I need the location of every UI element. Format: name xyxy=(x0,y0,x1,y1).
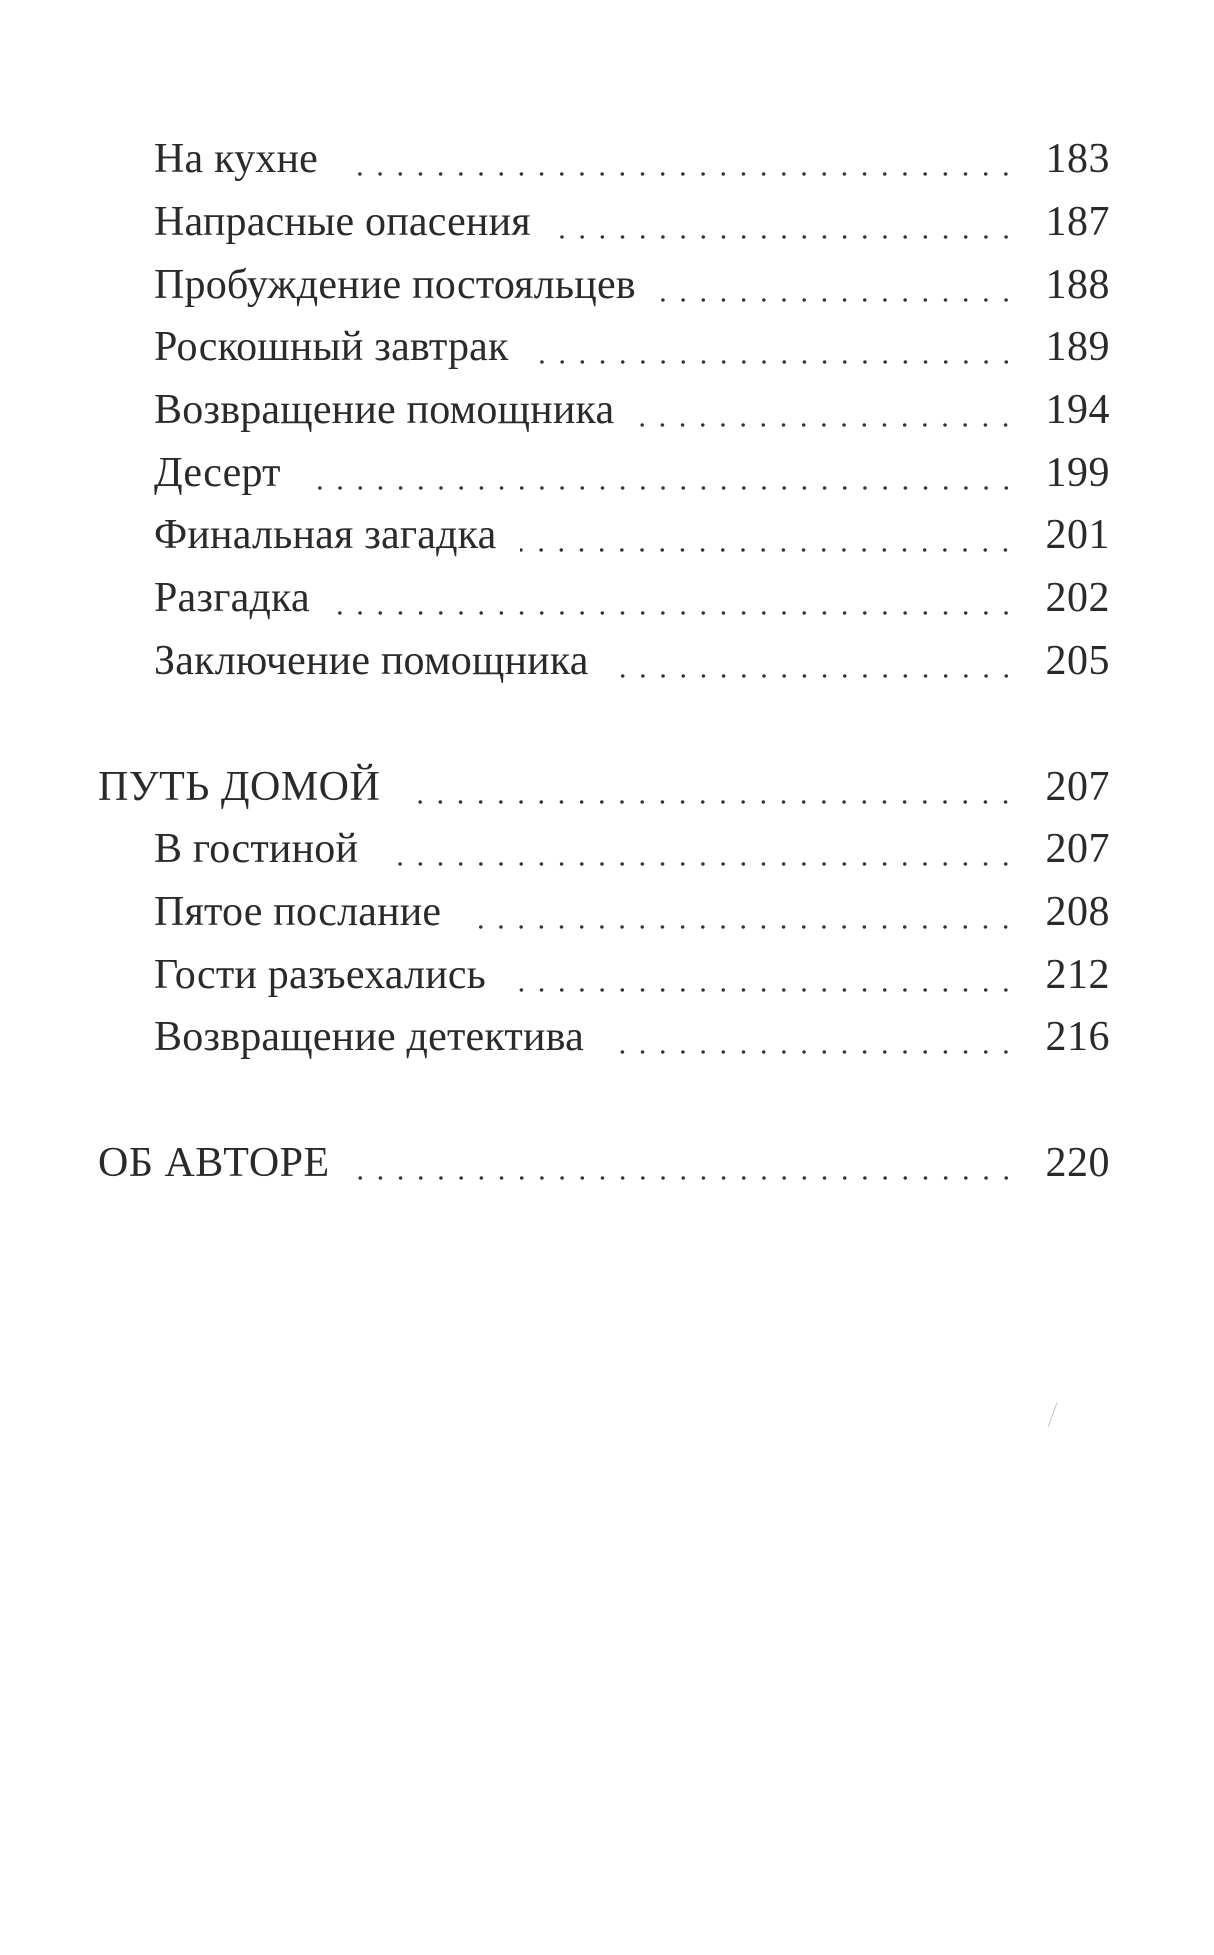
toc-entry-page: 187 xyxy=(1045,199,1110,246)
toc-entry xyxy=(98,943,1110,1006)
dot-leader xyxy=(632,389,1016,431)
toc-entry xyxy=(98,630,1110,693)
dot-leader xyxy=(527,326,1016,368)
toc-entry-page: 189 xyxy=(1045,324,1110,371)
toc-entry xyxy=(98,379,1110,442)
toc-entry-page: 199 xyxy=(1045,449,1110,496)
toc-entry-title: Десерт xyxy=(154,449,281,496)
toc-entry-title: Финальная загадка xyxy=(154,512,497,559)
toc-entry xyxy=(98,881,1110,944)
dot-leader xyxy=(299,452,1016,494)
dot-leader xyxy=(398,766,1016,808)
toc-entry-page: 183 xyxy=(1045,136,1110,183)
toc-entry-page: 207 xyxy=(1045,826,1110,873)
paper-mark xyxy=(1048,1403,1058,1428)
toc-entry xyxy=(98,567,1110,630)
toc-entry-page: 202 xyxy=(1045,575,1110,622)
dot-leader xyxy=(607,640,1016,682)
toc-entry xyxy=(98,441,1110,504)
toc-entry xyxy=(98,128,1110,191)
toc-entry-page: 216 xyxy=(1045,1014,1110,1061)
toc-entry-page: 205 xyxy=(1045,637,1110,684)
toc-entry-page: 208 xyxy=(1045,888,1110,935)
toc-section-title: ОБ АВТОРЕ xyxy=(98,1139,330,1186)
dot-leader xyxy=(336,138,1016,180)
toc-entry xyxy=(98,818,1110,881)
dot-leader xyxy=(348,1142,1016,1184)
toc-entry-page: 188 xyxy=(1045,261,1110,308)
toc-entry-page: 207 xyxy=(1045,763,1110,810)
toc-entry-title: Возвращение детектива xyxy=(154,1014,584,1061)
dot-leader xyxy=(376,828,1016,870)
dot-leader xyxy=(549,201,1016,243)
toc-section-title: ПУТЬ ДОМОЙ xyxy=(98,763,381,810)
toc-entry-title: Гости разъехались xyxy=(154,951,487,998)
dot-leader xyxy=(654,264,1016,306)
toc-entry xyxy=(98,253,1110,316)
dot-leader xyxy=(328,577,1016,619)
toc-entry xyxy=(98,1006,1110,1069)
toc-entry xyxy=(98,191,1110,254)
dot-leader xyxy=(504,954,1016,996)
toc-entry-title: Напрасные опасения xyxy=(154,199,531,246)
toc-entry-title: Пятое послание xyxy=(154,888,442,935)
toc-entry-title: Возвращение помощника xyxy=(154,387,615,434)
toc-entry-title: Разгадка xyxy=(154,575,310,622)
toc-entry-title: Роскошный завтрак xyxy=(154,324,509,371)
table-of-contents xyxy=(98,128,1110,1194)
toc-entry-page: 220 xyxy=(1045,1139,1110,1186)
toc-entry xyxy=(98,316,1110,379)
toc-entry-title: Пробуждение постояльцев xyxy=(154,261,636,308)
toc-entry-page: 212 xyxy=(1045,951,1110,998)
dot-leader xyxy=(459,891,1016,933)
toc-entry-title: На кухне xyxy=(154,136,319,183)
toc-entry-page: 194 xyxy=(1045,387,1110,434)
toc-entry-title: В гостиной xyxy=(154,826,359,873)
toc-entry xyxy=(98,504,1110,567)
toc-entry-page: 201 xyxy=(1045,512,1110,559)
toc-section-heading xyxy=(98,1132,1110,1195)
dot-leader xyxy=(514,514,1016,556)
toc-section-heading xyxy=(98,755,1110,818)
dot-leader xyxy=(602,1016,1016,1058)
toc-entry-title: Заключение помощника xyxy=(154,637,589,684)
